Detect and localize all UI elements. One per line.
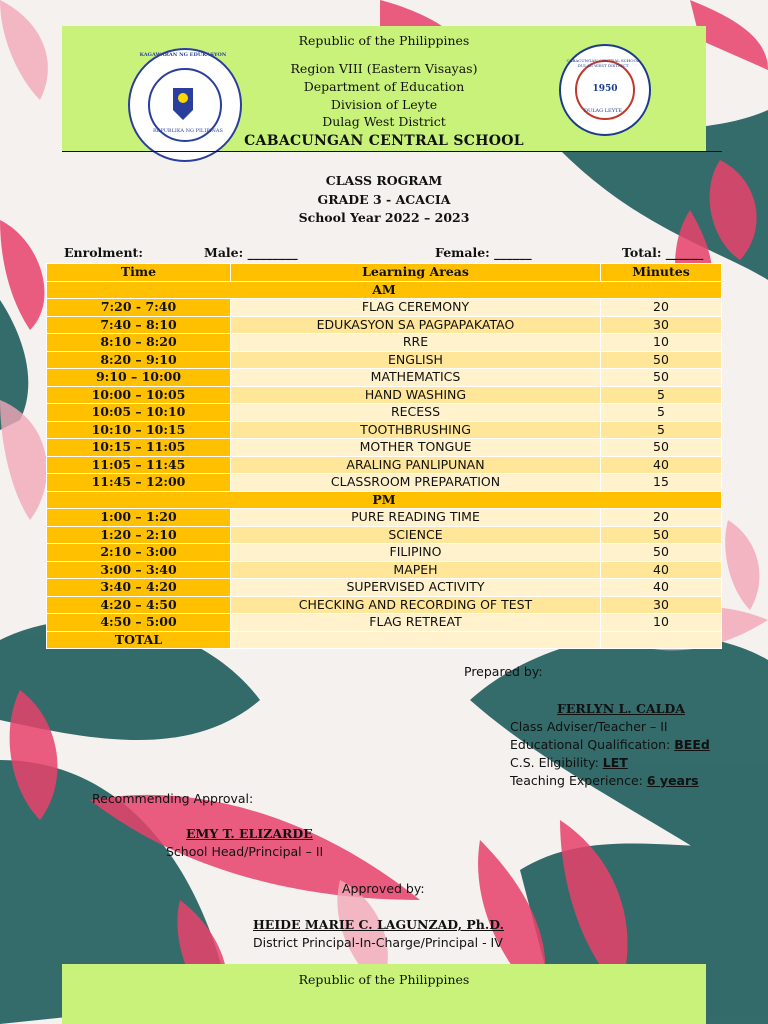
district-role: District Principal-In-Charge/Principal - IV	[253, 935, 503, 950]
minutes-cell: 20	[601, 509, 722, 527]
minutes-cell: 30	[601, 316, 722, 334]
time-cell: 3:40 – 4:20	[47, 579, 231, 597]
header-rule	[62, 151, 722, 152]
minutes-cell: 10	[601, 614, 722, 632]
learning-area-cell: HAND WASHING	[231, 386, 601, 404]
time-cell: 4:20 – 4:50	[47, 596, 231, 614]
learning-area-cell: ARALING PANLIPUNAN	[231, 456, 601, 474]
learning-area-cell: SCIENCE	[231, 526, 601, 544]
am-label: AM	[47, 281, 722, 299]
table-row	[47, 386, 722, 404]
recommending-label: Recommending Approval:	[92, 791, 254, 806]
table-row	[47, 421, 722, 439]
minutes-cell: 5	[601, 421, 722, 439]
minutes-cell: 50	[601, 526, 722, 544]
table-row	[47, 439, 722, 457]
time-cell: 7:20 - 7:40	[47, 299, 231, 317]
head-role: School Head/Principal – II	[166, 844, 324, 859]
time-cell: 10:05 – 10:10	[47, 404, 231, 422]
female-count: Female: ______	[435, 245, 532, 260]
minutes-cell: 20	[601, 299, 722, 317]
grade-section: GRADE 3 - ACACIA	[317, 192, 451, 207]
learning-area-cell: MAPEH	[231, 561, 601, 579]
head-name: EMY T. ELIZARDE	[186, 826, 313, 841]
experience-row	[510, 773, 699, 788]
total-minutes-empty	[601, 631, 722, 649]
learning-area-cell: RRE	[231, 334, 601, 352]
time-cell: 11:45 – 12:00	[47, 474, 231, 492]
republic-line: Republic of the Philippines	[298, 33, 470, 48]
seal-left-bottom: REPUBLIKA NG PILIPINAS	[153, 128, 223, 134]
time-cell: 8:20 – 9:10	[47, 351, 231, 369]
time-cell: 3:00 – 3:40	[47, 561, 231, 579]
qualification-row	[510, 737, 710, 752]
table-row	[47, 334, 722, 352]
minutes-cell: 40	[601, 456, 722, 474]
learning-area-cell: CLASSROOM PREPARATION	[231, 474, 601, 492]
table-row	[47, 351, 722, 369]
minutes-cell: 15	[601, 474, 722, 492]
table-row	[47, 561, 722, 579]
male-count: Male: ________	[204, 245, 298, 260]
table-row	[47, 456, 722, 474]
eligibility-row	[510, 755, 628, 770]
table-row	[47, 369, 722, 387]
minutes-cell: 5	[601, 404, 722, 422]
experience-label: Teaching Experience:	[510, 773, 643, 788]
pm-label: PM	[47, 491, 722, 509]
table-row	[47, 579, 722, 597]
learning-area-cell: SUPERVISED ACTIVITY	[231, 579, 601, 597]
table-header-row	[47, 264, 722, 282]
department-line: Department of Education	[303, 79, 465, 94]
minutes-cell: 10	[601, 334, 722, 352]
time-cell: 1:00 – 1:20	[47, 509, 231, 527]
learning-area-cell: MATHEMATICS	[231, 369, 601, 387]
header-minutes: Minutes	[601, 264, 722, 282]
table-row	[47, 596, 722, 614]
time-cell: 10:15 – 11:05	[47, 439, 231, 457]
seal-left-text: KAGAWARAN NG EDUKASYON	[139, 52, 227, 58]
total-row	[47, 631, 722, 649]
time-cell: 9:10 – 10:00	[47, 369, 231, 387]
footer-republic: Republic of the Philippines	[298, 972, 470, 987]
minutes-cell: 5	[601, 386, 722, 404]
learning-area-cell: FILIPINO	[231, 544, 601, 562]
school-year: School Year 2022 – 2023	[298, 210, 470, 225]
time-cell: 8:10 – 8:20	[47, 334, 231, 352]
total-area-empty	[231, 631, 601, 649]
school-name: CABACUNGAN CENTRAL SCHOOL	[244, 133, 524, 149]
table-row	[47, 299, 722, 317]
learning-area-cell: RECESS	[231, 404, 601, 422]
adviser-name: FERLYN L. CALDA	[557, 701, 685, 716]
minutes-cell: 50	[601, 369, 722, 387]
experience-value: 6 years	[646, 773, 699, 788]
table-row	[47, 316, 722, 334]
minutes-cell: 50	[601, 439, 722, 457]
time-cell: 10:10 – 10:15	[47, 421, 231, 439]
learning-area-cell: FLAG CEREMONY	[231, 299, 601, 317]
minutes-cell: 50	[601, 351, 722, 369]
adviser-role: Class Adviser/Teacher – II	[510, 719, 668, 734]
division-line: Division of Leyte	[330, 97, 438, 112]
time-cell: 11:05 – 11:45	[47, 456, 231, 474]
footer	[62, 964, 706, 1024]
pm-section-row	[47, 491, 722, 509]
learning-area-cell: FLAG RETREAT	[231, 614, 601, 632]
table-row	[47, 544, 722, 562]
eligibility-value: LET	[602, 755, 628, 770]
minutes-cell: 40	[601, 561, 722, 579]
class-program-table	[46, 263, 722, 649]
total-count: Total: ______	[622, 245, 704, 260]
time-cell: 7:40 – 8:10	[47, 316, 231, 334]
table-row	[47, 474, 722, 492]
time-cell: 10:00 – 10:05	[47, 386, 231, 404]
header-time: Time	[47, 264, 231, 282]
learning-area-cell: EDUKASYON SA PAGPAPAKATAO	[231, 316, 601, 334]
district-name: HEIDE MARIE C. LAGUNZAD, Ph.D.	[253, 917, 504, 932]
approved-by-label: Approved by:	[342, 881, 425, 896]
table-row	[47, 404, 722, 422]
seal-year: 1950	[592, 84, 618, 94]
qualification-label: Educational Qualification:	[510, 737, 671, 752]
learning-area-cell: TOOTHBRUSHING	[231, 421, 601, 439]
qualification-value: BEEd	[674, 737, 710, 752]
learning-area-cell: CHECKING AND RECORDING OF TEST	[231, 596, 601, 614]
time-cell: 1:20 – 2:10	[47, 526, 231, 544]
program-title: CLASS ROGRAM	[325, 173, 443, 188]
table-row	[47, 526, 722, 544]
prepared-by-label: Prepared by:	[464, 664, 543, 679]
table-row	[47, 509, 722, 527]
enrolment-label: Enrolment:	[64, 245, 143, 260]
learning-area-cell: MOTHER TONGUE	[231, 439, 601, 457]
learning-area-cell: ENGLISH	[231, 351, 601, 369]
district-line: Dulag West District	[322, 114, 446, 129]
am-section-row	[47, 281, 722, 299]
minutes-cell: 40	[601, 579, 722, 597]
eligibility-label: C.S. Eligibility:	[510, 755, 599, 770]
time-cell: 4:50 – 5:00	[47, 614, 231, 632]
header-learning-areas: Learning Areas	[231, 264, 601, 282]
learning-area-cell: PURE READING TIME	[231, 509, 601, 527]
total-label: TOTAL	[47, 631, 231, 649]
seal-right-text: CABACUNGAN CENTRAL SCHOOL DULAG WEST DISTRICT	[566, 58, 640, 68]
seal-right-place: DULAG LEYTE	[584, 108, 622, 114]
table-row	[47, 614, 722, 632]
minutes-cell: 50	[601, 544, 722, 562]
region-line: Region VIII (Eastern Visayas)	[290, 61, 478, 76]
minutes-cell: 30	[601, 596, 722, 614]
time-cell: 2:10 – 3:00	[47, 544, 231, 562]
